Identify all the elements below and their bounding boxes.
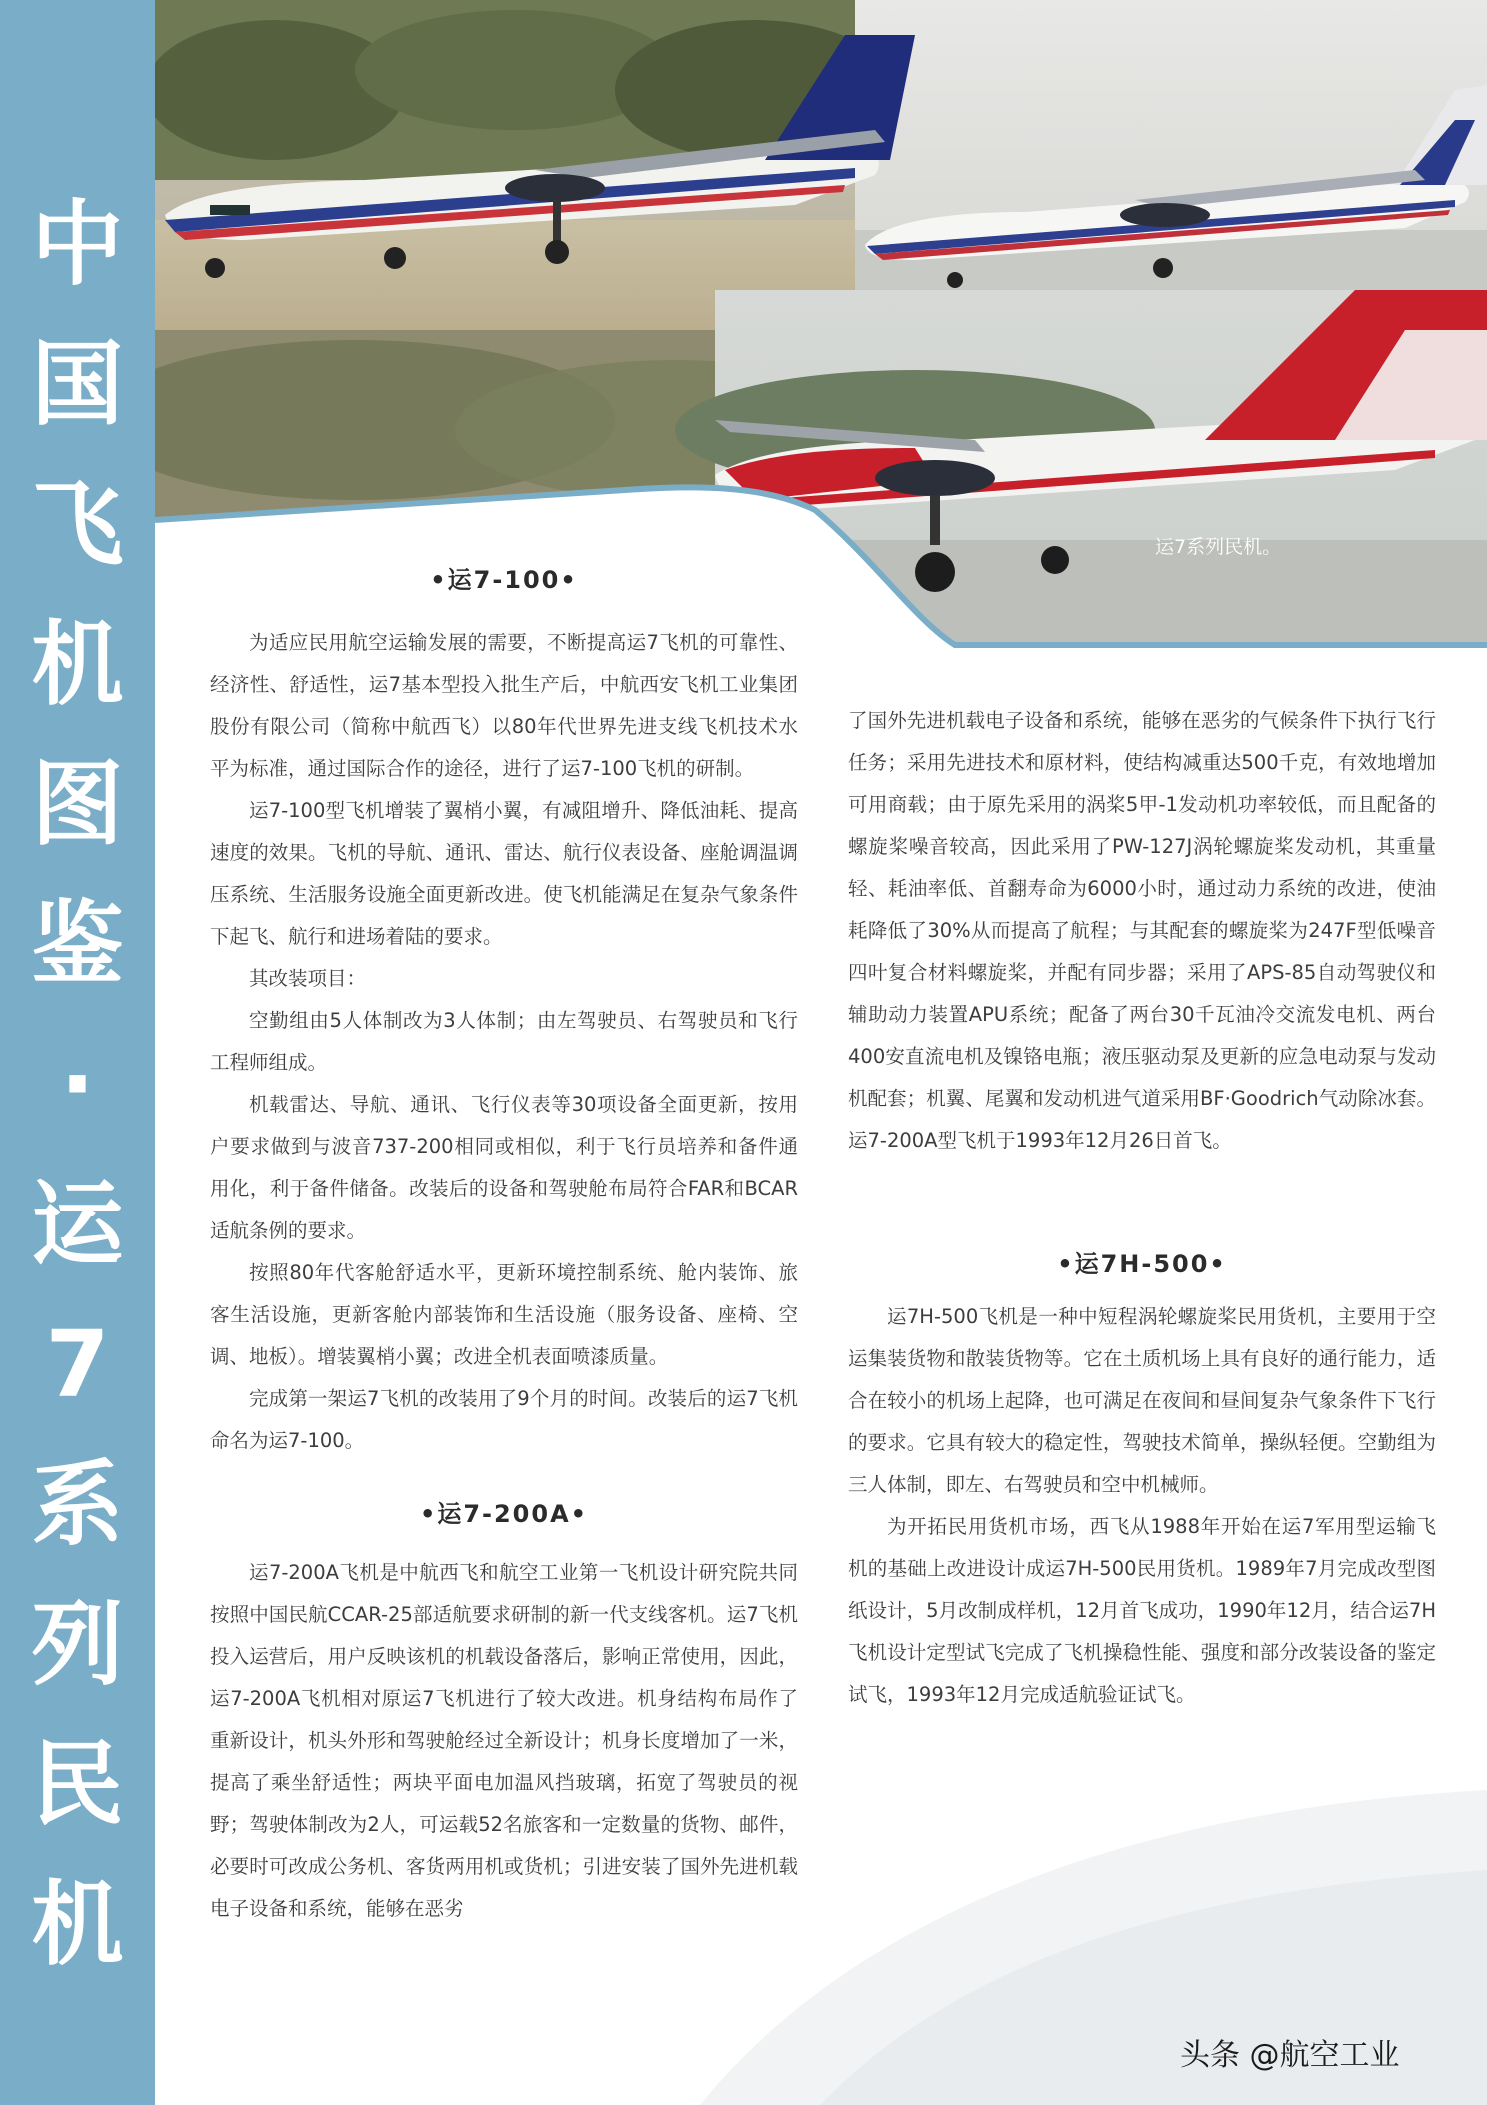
section-body-y7-100 (210, 622, 798, 1462)
paragraph: 为适应民用航空运输发展的需要，不断提高运7飞机的可靠性、经济性、舒适性，运7基本型投入批生产后，中航西安飞机工业集团股份有限公司（简称中航西飞）以80年代世界先进支线飞机技术水平为标准，通过国际合作的途径，进行了运7-100飞机的研制。 (210, 631, 798, 780)
section-body-y7h-500 (848, 1296, 1436, 1716)
banner-char: 机 (31, 611, 124, 718)
watermark: 头条 @航空工业 (1180, 2038, 1400, 2073)
paragraph: 空勤组由5人体制改为3人体制；由左驾驶员、右驾驶员和飞行工程师组成。 (210, 1009, 798, 1074)
banner-char: 飞 (31, 471, 124, 578)
banner-char: · (60, 1031, 95, 1138)
banner-char: 鉴 (31, 891, 124, 998)
banner-char: 系 (31, 1451, 124, 1558)
paragraph: 按照80年代客舱舒适水平，更新环境控制系统、舱内装饰、旅客生活设施，更新客舱内部装饰和生活设施（服务设备、座椅、空调、地板）。增装翼梢小翼；改进全机表面喷漆质量。 (210, 1261, 798, 1368)
paragraph: 完成第一架运7飞机的改装用了9个月的时间。改装后的运7飞机命名为运7-100。 (210, 1387, 798, 1452)
paragraph: 运7-100型飞机增装了翼梢小翼，有减阻增升、降低油耗、提高速度的效果。飞机的导航、通讯、雷达、航行仪表设备、座舱调温调压系统、生活服务设施全面更新改进。使飞机能满足在复杂气象条件下起飞、航行和进场着陆的要求。 (210, 799, 798, 948)
banner-char: 中 (31, 191, 124, 298)
paragraph: 了国外先进机载电子设备和系统，能够在恶劣的气候条件下执行飞行任务；采用先进技术和原材料，使结构减重达500千克，有效地增加可用商载；由于原先采用的涡桨5甲-1发动机功率较低，而且配备的螺旋桨噪音较高，因此采用了PW-127J涡轮螺旋桨发动机，其重量轻、耗油率低、首翻寿命为6000小时，通过动力系统的改进，使油耗降低了30%从而提高了航程；与其配套的螺旋桨为247F型低噪音四叶复合材料螺旋桨，并配有同步器；采用了APS-85自动驾驶仪和辅助动力装置APU系统；配备了两台30千瓦油冷交流发电机、两台400安直流电机及镍铬电瓶；液压驱动泵及更新的应急电动泵与发动机配套；机翼、尾翼和发动机进气道采用BF·Goodrich气动除冰套。运7-200A型飞机于1993年12月26日首飞。 (848, 709, 1436, 1152)
banner-title (0, 175, 155, 1995)
section-body-y7-200a-right (848, 700, 1436, 1162)
banner-char: 图 (31, 751, 124, 858)
paragraph: 机载雷达、导航、通讯、飞行仪表等30项设备全面更新，按用户要求做到与波音737-200相同或相似，利于飞行员培养和备件通用化，利于备件储备。改装后的设备和驾驶舱布局符合FAR和BCAR适航条例的要求。 (210, 1093, 798, 1242)
section-heading-y7-100: •运7-100• (430, 566, 578, 594)
paragraph: 为开拓民用货机市场，西飞从1988年开始在运7军用型运输飞机的基础上改进设计成运7H-500民用货机。1989年7月完成改型图纸设计，5月改制成样机，12月首飞成功，1990年12月，结合运7H飞机设计定型试飞完成了飞机操稳性能、强度和部分改装设备的鉴定试飞，1993年12月完成适航验证试飞。 (848, 1515, 1436, 1706)
banner-char: 7 (45, 1311, 110, 1418)
photo-caption: 运7系列民机。 (1155, 536, 1282, 558)
banner-char: 国 (31, 331, 124, 438)
side-banner (0, 0, 155, 2105)
section-heading-y7-200a: •运7-200A• (419, 1500, 588, 1528)
banner-char: 机 (31, 1871, 124, 1978)
paragraph: 其改装项目： (249, 967, 367, 990)
aircraft-photo-collage (155, 0, 1487, 650)
paragraph: 运7H-500飞机是一种中短程涡轮螺旋桨民用货机，主要用于空运集装货物和散装货物等。它在土质机场上具有良好的通行能力，适合在较小的机场上起降，也可满足在夜间和昼间复杂气象条件下飞行的要求。它具有较大的稳定性，驾驶技术简单，操纵轻便。空勤组为三人体制，即左、右驾驶员和空中机械师。 (848, 1305, 1436, 1496)
section-heading-y7h-500: •运7H-500• (1057, 1250, 1227, 1278)
banner-char: 运 (31, 1171, 124, 1278)
banner-char: 列 (31, 1591, 124, 1698)
paragraph: 运7-200A飞机是中航西飞和航空工业第一飞机设计研究院共同按照中国民航CCAR-25部适航要求研制的新一代支线客机。运7飞机投入运营后，用户反映该机的机载设备落后，影响正常使用，因此，运7-200A飞机相对原运7飞机进行了较大改进。机身结构布局作了重新设计，机头外形和驾驶舱经过全新设计；机身长度增加了一米，提高了乘坐舒适性；两块平面电加温风挡玻璃，拓宽了驾驶员的视野；驾驶体制改为2人，可运载52名旅客和一定数量的货物、邮件，必要时可改成公务机、客货两用机或货机；引进安装了国外先进机载电子设备和系统，能够在恶劣 (210, 1561, 798, 1920)
banner-char: 民 (31, 1731, 124, 1838)
